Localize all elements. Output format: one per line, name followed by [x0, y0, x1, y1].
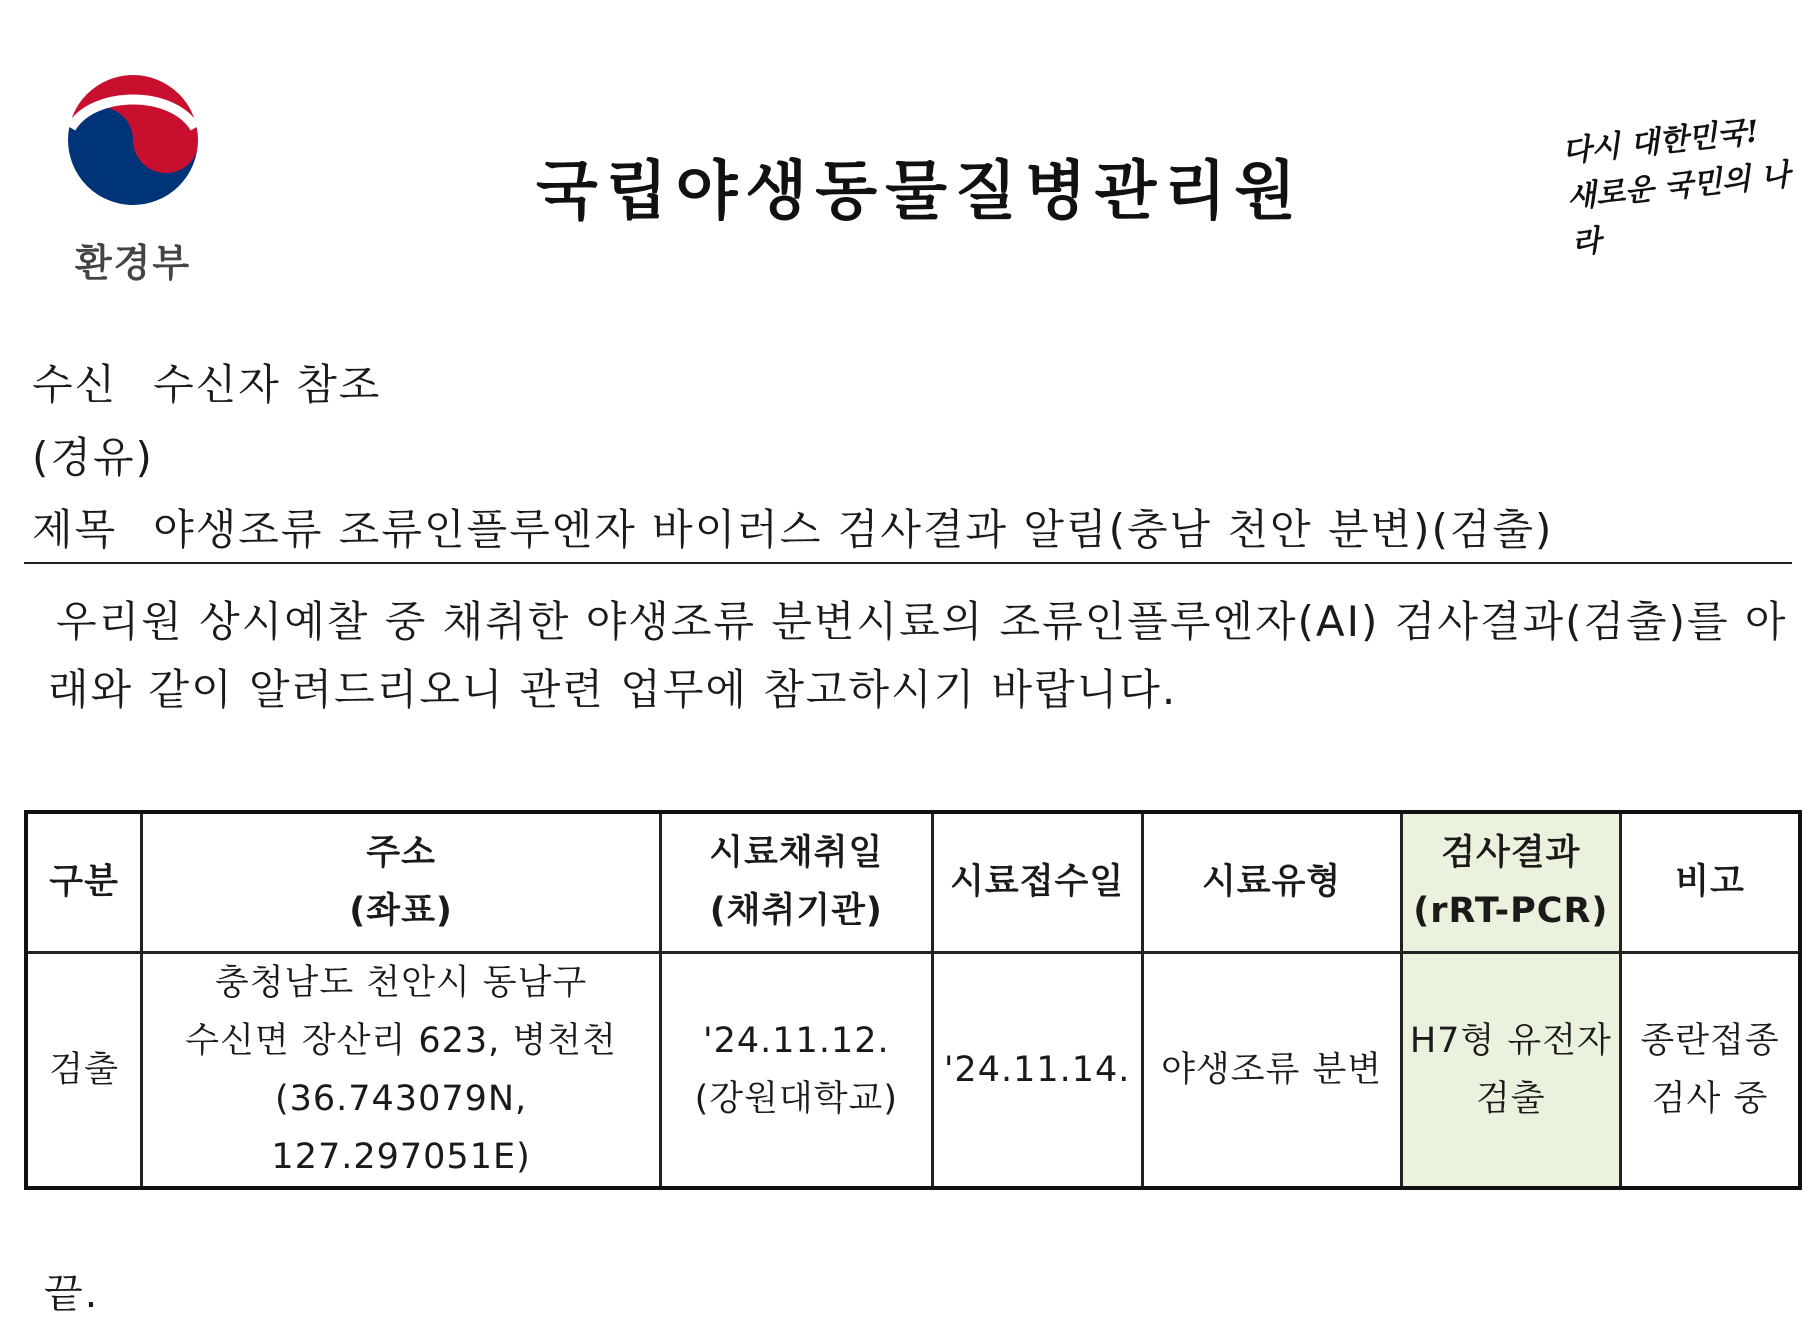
recipient-value: 수신자 참조	[153, 360, 382, 409]
taegeuk-emblem-icon	[63, 70, 203, 210]
cell-sample-date: '24.11.12. (강원대학교)	[660, 952, 932, 1188]
via-line	[32, 425, 154, 485]
header-remarks: 비고	[1621, 812, 1800, 952]
body-paragraph: 우리원 상시예찰 중 채취한 야생조류 분변시료의 조류인플루엔자(AI) 검사결과(검출)를 아래와 같이 알려드리오니 관련 업무에 참고하시기 바랍니다.	[48, 597, 1788, 714]
recipient-label: 수신	[32, 360, 118, 409]
slogan-handwriting	[1560, 105, 1813, 267]
organization-title: 국립야생동물질병관리원	[535, 155, 1305, 229]
header-receipt-date: 시료접수일	[932, 812, 1142, 952]
subject-label: 제목	[32, 505, 118, 554]
header-category: 구분	[26, 812, 142, 952]
header-sample-date: 시료채취일 (채취기관)	[660, 812, 932, 952]
divider	[24, 562, 1792, 564]
header-result: 검사결과 (rRT-PCR)	[1401, 812, 1620, 952]
result-table	[24, 810, 1802, 1190]
end-mark: 끝.	[44, 1271, 100, 1317]
cell-address: 충청남도 천안시 동남구 수신면 장산리 623, 병천천 (36.743079N, 127.297051E)	[142, 952, 661, 1188]
recipient-line	[32, 352, 381, 412]
subject-line	[32, 497, 1553, 557]
subject-value: 야생조류 조류인플루엔자 바이러스 검사결과 알림(충남 천안 분변)(검출)	[153, 505, 1554, 554]
cell-remarks: 종란접종 검사 중	[1621, 952, 1800, 1188]
cell-sample-type: 야생조류 분변	[1142, 952, 1401, 1188]
cell-receipt-date: '24.11.14.	[932, 952, 1142, 1188]
cell-category: 검출	[26, 952, 142, 1188]
via-label: (경유)	[32, 433, 154, 482]
ministry-name: 환경부	[74, 241, 192, 285]
cell-result: H7형 유전자 검출	[1401, 952, 1620, 1188]
header-sample-type: 시료유형	[1142, 812, 1401, 952]
slogan-line-1: 다시 대한민국!	[1560, 114, 1761, 170]
slogan-line-2: 새로운 국민의 나라	[1565, 157, 1792, 262]
ministry-logo	[58, 70, 208, 300]
table-header-row	[26, 812, 1800, 952]
header-address: 주소 (좌표)	[142, 812, 661, 952]
table-row	[26, 952, 1800, 1188]
